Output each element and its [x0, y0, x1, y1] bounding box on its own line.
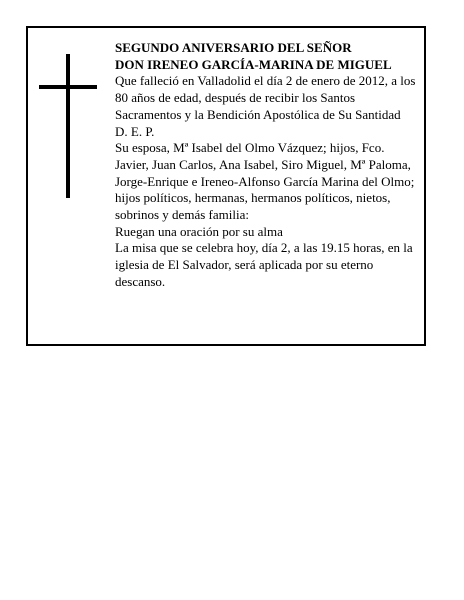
heading-line-2: DON IRENEO GARCÍA-MARINA DE MIGUEL [115, 56, 392, 72]
cross-vertical-bar [66, 54, 70, 198]
family-list: Su esposa, Mª Isabel del Olmo Vázquez; hijos, Fco. Javier, Juan Carlos, Ana Isabel, Siro Miguel, Mª Paloma, Jorge-Enrique e Ireneo-Alfonso García Marina del Olmo; hijos políticos, hermanas, hermanos políticos, nietos, sobrinos y demás familia: [115, 140, 415, 223]
obituary-notice [26, 26, 426, 346]
cross-horizontal-bar [39, 85, 97, 89]
heading-line-1: SEGUNDO ANIVERSARIO DEL SEÑOR [115, 40, 352, 55]
cross-icon [39, 54, 97, 198]
mass-info: La misa que se celebra hoy, día 2, a las 19.15 horas, en la iglesia de El Salvador, será aplicada por su eterno descanso. [115, 240, 413, 289]
death-info: Que falleció en Valladolid el día 2 de enero de 2012, a los 80 años de edad, después de recibir los Santos Sacramentos y la Bendición Apostólica de Su Santidad [115, 73, 416, 122]
dep-abbreviation: D. E. P. [115, 123, 155, 139]
prayer-request: Ruegan una oración por su alma [115, 223, 283, 239]
notice-text [115, 40, 420, 291]
